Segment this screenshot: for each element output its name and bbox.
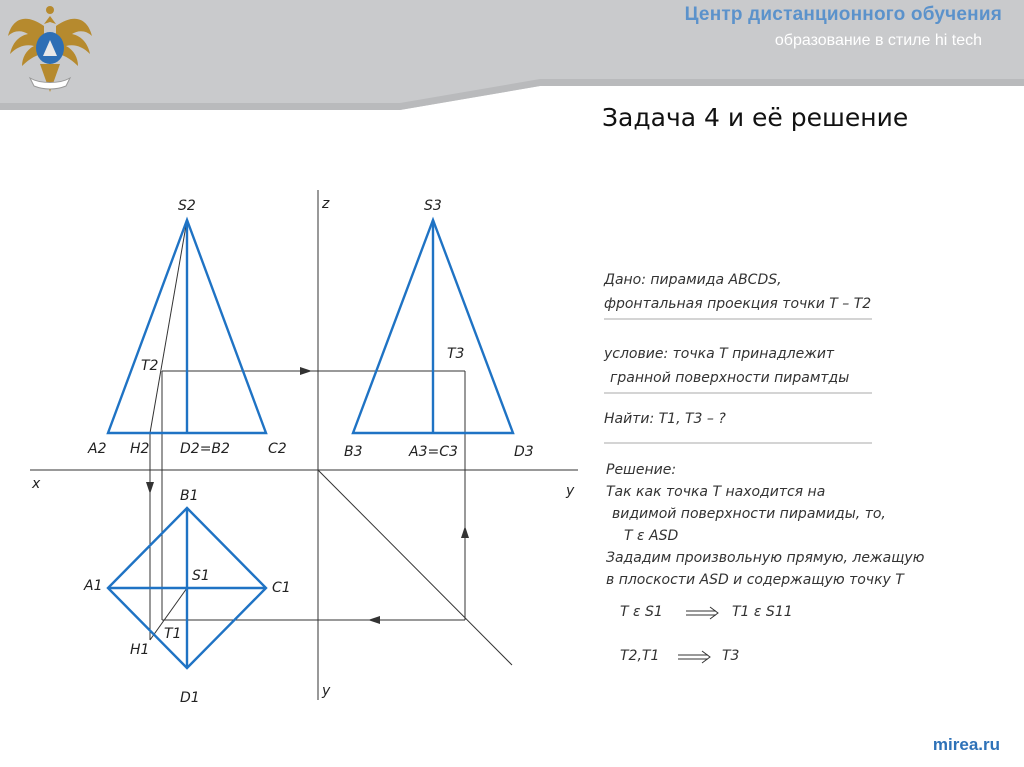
note-solution-4: Зададим произвольную прямую, лежащую <box>606 550 925 566</box>
header-subtitle: образование в стиле hi tech <box>774 32 982 49</box>
axis-y-label: y <box>566 483 575 499</box>
label-h1: H1 <box>130 642 150 658</box>
formula-2-right: T3 <box>722 648 740 664</box>
note-solution-2: видимой поверхности пирамиды, то, <box>612 506 886 522</box>
label-s1: S1 <box>192 568 210 584</box>
note-solution-3: T ε ASD <box>624 528 679 544</box>
label-s2: S2 <box>178 198 196 214</box>
label-d2-b2: D2=B2 <box>180 441 230 457</box>
label-c1: C1 <box>272 580 291 596</box>
label-a3-c3: A3=C3 <box>409 444 458 460</box>
note-given-2: фронтальная проекция точки T – T2 <box>604 296 872 312</box>
header-title: Центр дистанционного обучения <box>684 4 1002 25</box>
label-a2: A2 <box>88 441 107 457</box>
label-c2: C2 <box>268 441 287 457</box>
note-solution-1: Так как точка T находится на <box>606 484 826 500</box>
arrow-down-icon <box>146 482 154 494</box>
arrow-right-icon <box>300 367 312 375</box>
formula-2-left: T2,T1 <box>620 648 660 664</box>
note-solution-5: в плоскости ASD и содержащую точку T <box>606 572 904 588</box>
axis-z-label: z <box>322 196 330 212</box>
note-condition-2: гранной поверхности пирамтды <box>610 370 850 386</box>
axis-y-lower-label: y <box>322 683 331 699</box>
label-d1: D1 <box>180 690 200 706</box>
note-condition-1: условие: точка T принадлежит <box>604 346 835 362</box>
footer-site-link[interactable]: mirea.ru <box>932 735 1000 754</box>
label-t2: T2 <box>141 358 159 374</box>
label-h2: H2 <box>130 441 150 457</box>
diagonal-construction-line <box>318 470 512 665</box>
note-solution-title: Решение: <box>606 462 677 478</box>
label-t3: T3 <box>447 346 465 362</box>
label-d3: D3 <box>514 444 534 460</box>
slide-title: Задача 4 и её решение <box>602 103 909 132</box>
note-find: Найти: T1, T3 – ? <box>604 411 726 427</box>
axis-x-label: x <box>32 476 41 492</box>
arrow-up-icon <box>461 526 469 538</box>
arrow-left-icon <box>368 616 380 624</box>
label-t1: T1 <box>164 626 182 642</box>
note-given-1: Дано: пирамида ABCDS, <box>604 272 782 288</box>
formula-1-left: T ε S1 <box>620 604 663 620</box>
label-b1: B1 <box>180 488 199 504</box>
formula-1-right: T1 ε S11 <box>732 604 793 620</box>
label-b3: B3 <box>344 444 363 460</box>
label-s3: S3 <box>424 198 442 214</box>
line-s2-h2 <box>150 220 187 433</box>
label-a1: A1 <box>84 578 103 594</box>
